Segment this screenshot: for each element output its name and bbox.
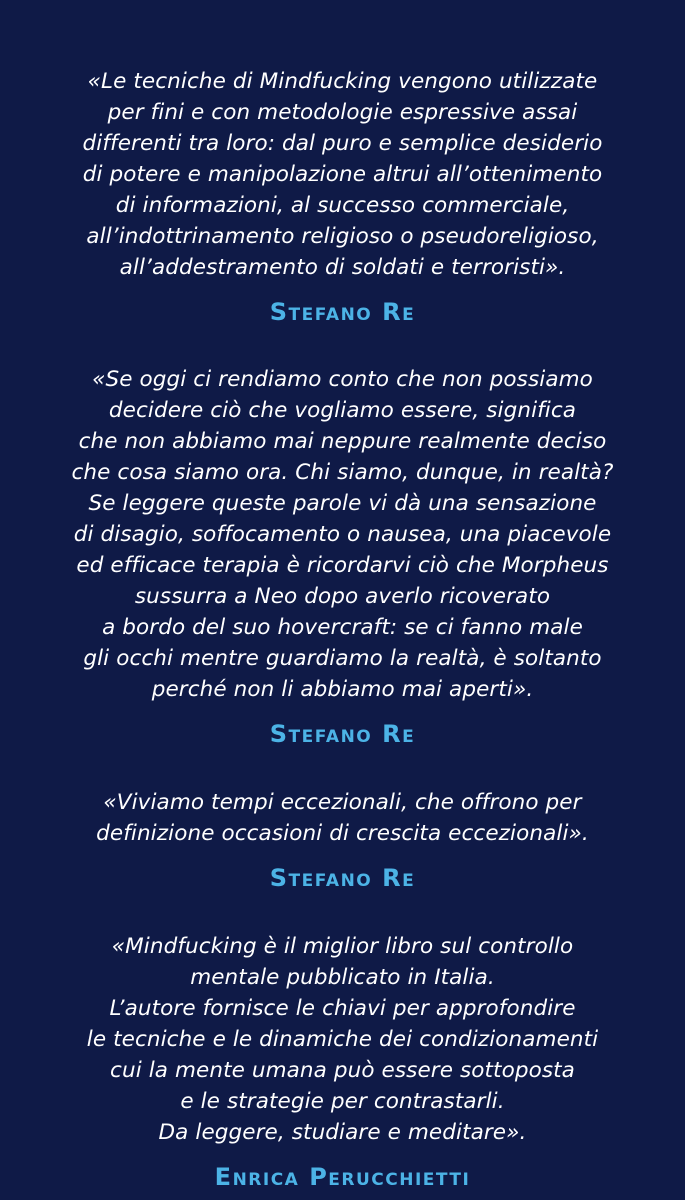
quote-line: «Le tecniche di Mindfucking vengono utilizzate: [87, 69, 598, 94]
quote-line: «Mindfucking è il miglior libro sul controllo: [111, 934, 574, 959]
quote-line: per fini e con metodologie espressive assai: [107, 100, 578, 125]
quote-line: sussurra a Neo dopo averlo ricoverato: [134, 584, 551, 609]
quote-line: definizione occasioni di crescita eccezionali».: [96, 821, 589, 846]
quote-line: decidere ciò che vogliamo essere, significa: [108, 398, 577, 423]
quote-line: «Se oggi ci rendiamo conto che non possiamo: [92, 367, 593, 392]
quote-author: Enrica Perucchietti: [214, 1163, 471, 1191]
quote-line: le tecniche e le dinamiche dei condizionamenti: [86, 1027, 599, 1052]
quote-line: cui la mente umana può essere sottoposta: [110, 1058, 575, 1083]
quote-block: [23, 364, 663, 749]
quote-author: Stefano Re: [269, 864, 416, 892]
quote-line: gli occhi mentre guardiamo la realtà, è soltanto: [83, 646, 602, 671]
quote-block: [23, 787, 663, 893]
quote-line: perché non li abbiamo mai aperti».: [151, 677, 534, 702]
quote-text: [23, 364, 663, 705]
quote-line: che non abbiamo mai neppure realmente deciso: [78, 429, 607, 454]
quote-block: [23, 66, 663, 327]
quote-line: che cosa siamo ora. Chi siamo, dunque, in realtà?: [71, 460, 614, 485]
quote-line: «Viviamo tempi eccezionali, che offrono per: [103, 790, 582, 815]
quote-line: di informazioni, al successo commerciale,: [115, 193, 570, 218]
quote-line: ed efficace terapia è ricordarvi ciò che Morpheus: [76, 553, 609, 578]
quote-line: all’addestramento di soldati e terroristi».: [119, 255, 566, 280]
quote-author: Stefano Re: [269, 298, 416, 326]
quote-line: L’autore fornisce le chiavi per approfondire: [109, 996, 576, 1021]
quote-line: all’indottrinamento religioso o pseudoreligioso,: [86, 224, 599, 249]
quote-line: differenti tra loro: dal puro e semplice desiderio: [82, 131, 603, 156]
quote-author: Stefano Re: [269, 720, 416, 748]
quote-block: [23, 931, 663, 1192]
quote-line: a bordo del suo hovercraft: se ci fanno male: [102, 615, 583, 640]
quote-line: Da leggere, studiare e meditare».: [158, 1120, 527, 1145]
quote-text: [23, 931, 663, 1148]
quote-line: Se leggere queste parole vi dà una sensazione: [88, 491, 597, 516]
quote-line: e le strategie per contrastarli.: [180, 1089, 505, 1114]
quote-line: di disagio, soffocamento o nausea, una piacevole: [73, 522, 612, 547]
quote-text: [23, 66, 663, 283]
quote-line: di potere e manipolazione altrui all’ottenimento: [82, 162, 603, 187]
quote-text: [23, 787, 663, 849]
quote-line: mentale pubblicato in Italia.: [190, 965, 495, 990]
